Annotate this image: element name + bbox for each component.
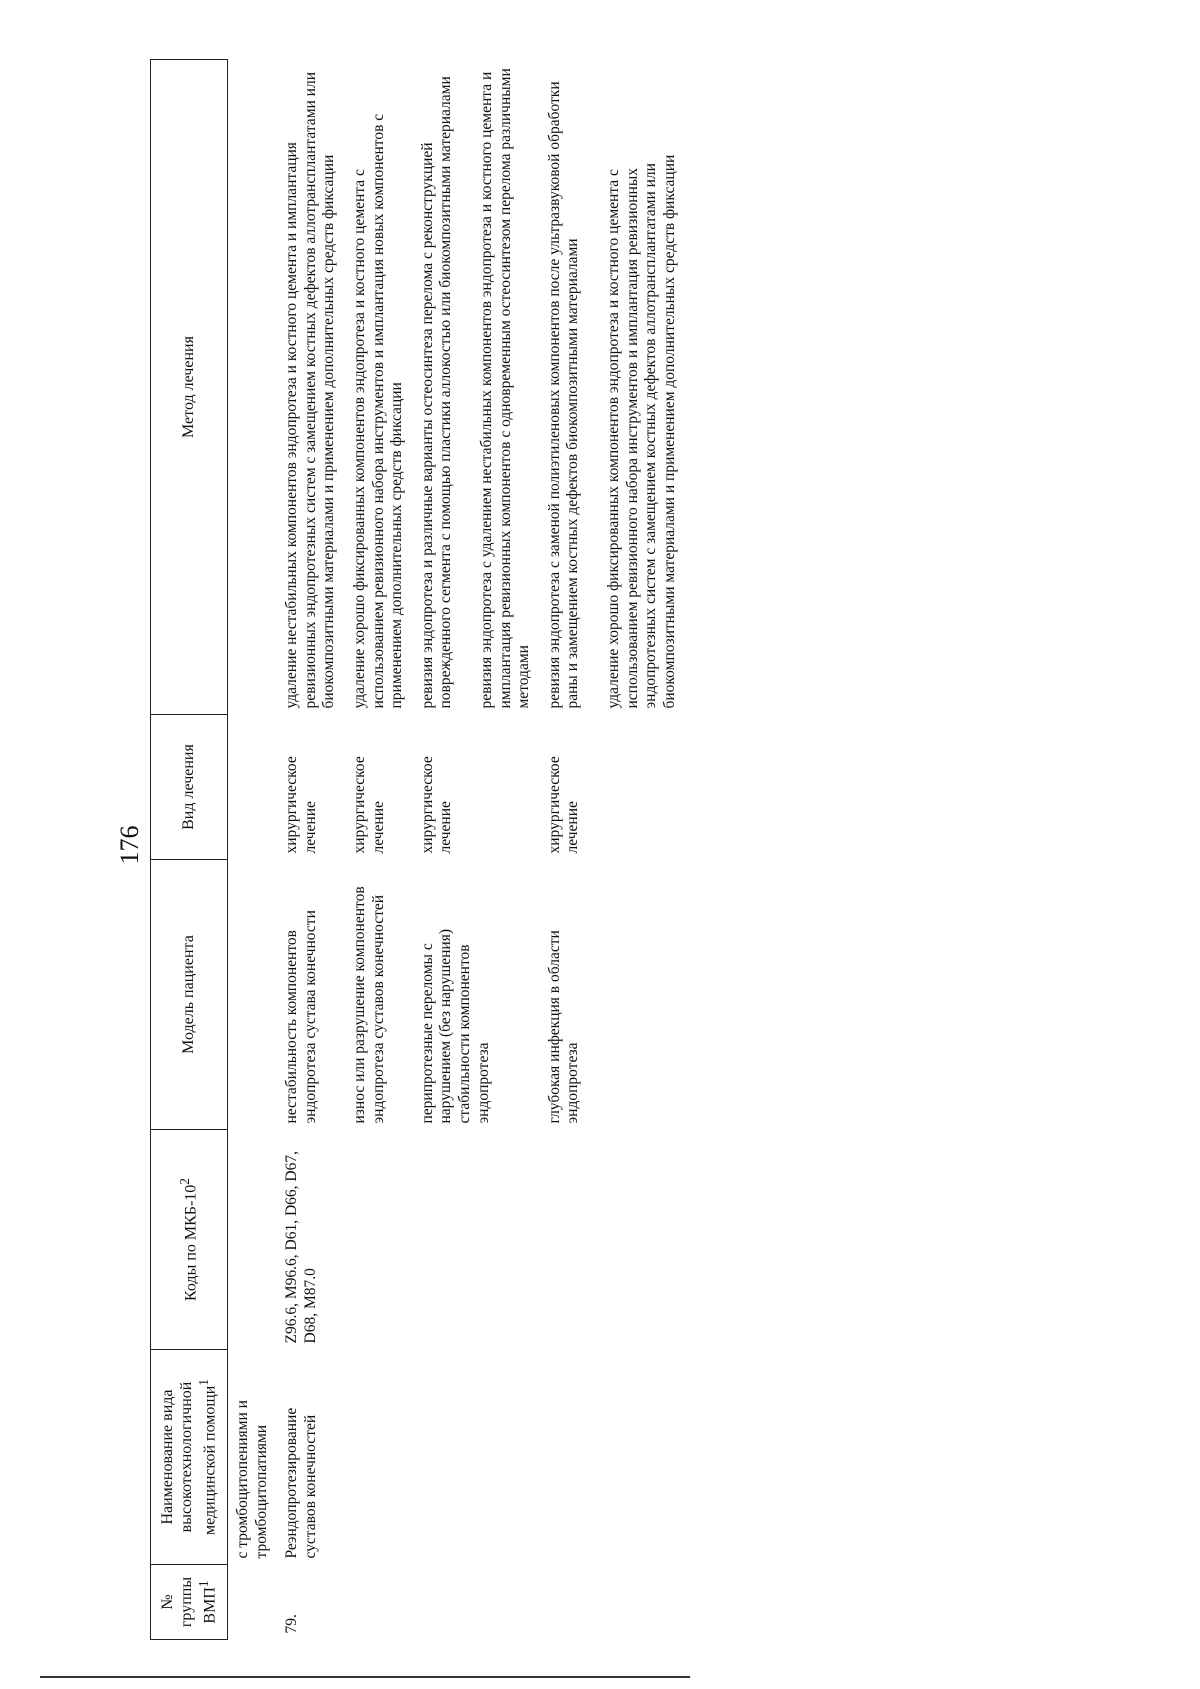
patient-model: нестабильность компонентов эндопротеза сустава конечности — [283, 910, 319, 1124]
treatment-method — [413, 60, 540, 715]
method-text: ревизия эндопротеза и различные варианты остеосинтеза перелома с реконструкцией поврежденного сегмента с помощью пластики аллокостью или биокомпозитными материалами — [418, 76, 455, 709]
header-patient-model: Модель пациента — [151, 860, 228, 1130]
treatment-type: хирургическое лечение — [545, 756, 582, 854]
vmp-name: Реэндопротезирование суставов конечностей — [283, 1407, 319, 1559]
page-number: 176 — [115, 825, 144, 865]
header-treatment-method: Метод лечения — [151, 60, 228, 715]
table-header-row — [151, 60, 228, 1640]
method-text: удаление нестабильных компонентов эндопротеза и костного цемента и имплантация ревизионных эндопротезных систем с замещением костных дефектов аллотрансплантатами или биокомпозитными материалами и применением дополнительных средств фиксации — [283, 72, 338, 709]
continuation-row — [228, 60, 278, 1640]
table-row — [345, 60, 413, 1640]
icd-codes: Z96.6, M96.6, D61, D66, D67, D68, M87.0 — [283, 1151, 319, 1344]
header-vmp-name: Наименование вида высокотехнологичной медицинской помощи$^1$ — [151, 1350, 228, 1565]
bottom-rule — [40, 1676, 690, 1678]
treatment-type: хирургическое лечение — [350, 756, 387, 854]
table-row — [413, 60, 540, 1640]
rotated-page-content — [150, 60, 930, 1640]
method-text: удаление хорошо фиксированных компонентов эндопротеза и костного цемента с использованием ревизионного набора инструментов и имплантация ревизионных эндопротезных систем с замещением костных дефектов аллотрансплантатами или биокомпозитными материалами и применением дополнительных средств фиксации — [604, 154, 678, 709]
header-group-number: № группы ВМП$^1$ — [151, 1565, 228, 1640]
treatment-method — [345, 60, 413, 715]
continuation-text: с тромбоцитопениями и тромбоцитопатиями — [234, 1400, 270, 1559]
patient-model: перипротезные переломы с нарушением (без нарушения) стабильности компонентов эндопротеза — [418, 928, 492, 1124]
group-number: 79. — [283, 1614, 301, 1634]
method-text: ревизия эндопротеза с удалением нестабильных компонентов эндопротеза и костного цемента и имплантация ревизионных компонентов с одновременным остеосинтезом перелома различными методами — [477, 68, 533, 709]
treatment-type: хирургическое лечение — [283, 756, 319, 854]
header-treatment-type: Вид лечения — [151, 715, 228, 860]
patient-model: износ или разрушение компонентов эндопротеза суставов конечностей — [350, 886, 387, 1124]
method-text: удаление хорошо фиксированных компонентов эндопротеза и костного цемента с использованием ревизионного набора инструментов и имплантация новых компонентов с применением дополнительных средств фиксации — [350, 113, 406, 709]
treatment-type: хирургическое лечение — [418, 756, 455, 854]
header-icd-codes: Коды по МКБ-$10^2$ — [151, 1130, 228, 1350]
table-row — [540, 60, 686, 1640]
patient-model: глубокая инфекция в области эндопротеза — [545, 930, 582, 1124]
method-text: ревизия эндопротеза с заменой полиэтиленовых компонентов после ультразвуковой обработки раны и замещением костных дефектов биокомпозитными материалами — [545, 81, 582, 709]
treatment-method — [277, 60, 345, 715]
treatment-method — [540, 60, 686, 715]
treatment-table — [150, 59, 685, 1640]
table-row — [277, 60, 345, 1640]
